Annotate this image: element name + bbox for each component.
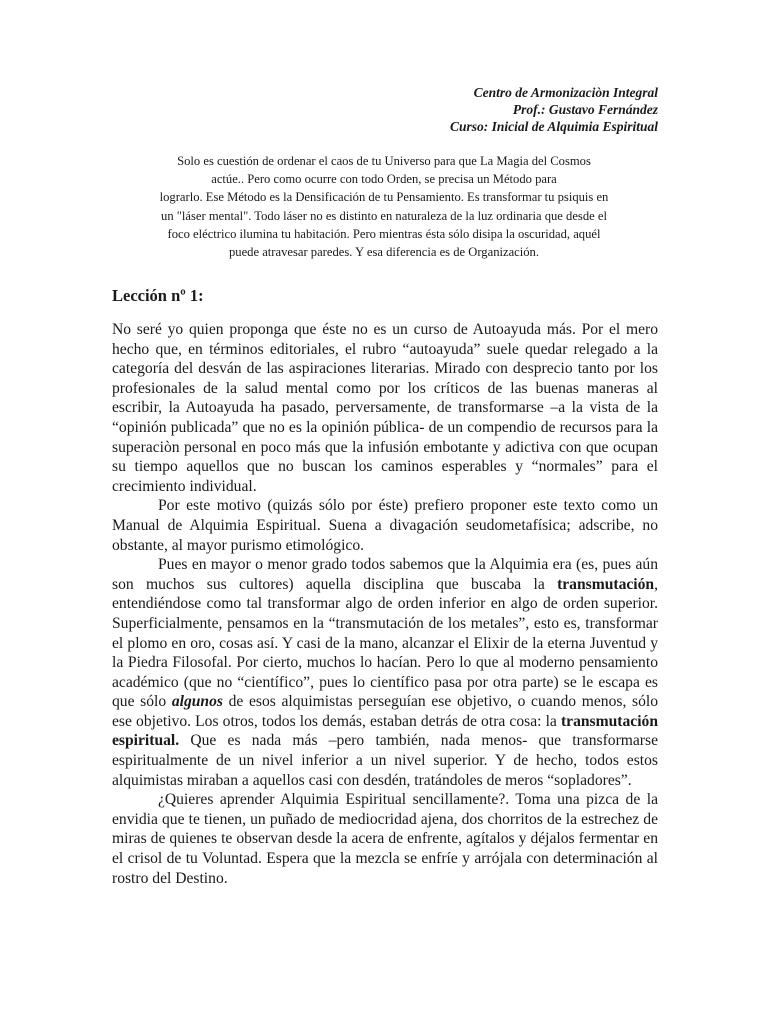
document-header bbox=[450, 84, 658, 135]
intro-line: actúe.. Pero como ocurre con todo Orden, se precisa un Método para bbox=[211, 172, 557, 187]
intro-line: puede atravesar paredes. Y esa diferencia es de Organización. bbox=[228, 245, 540, 260]
body-text-segment: Pues en mayor o menor grado todos sabemos que la Alquimia era (es, pues aún son muchos sus cultores) aquella disciplina que buscaba la bbox=[112, 556, 658, 593]
lesson-title: Lección nº 1: bbox=[112, 286, 204, 305]
bold-term-transmutacion-espiritual: transmutación espiritual. bbox=[112, 712, 658, 750]
institution-name: Centro de Armonizaciòn Integral bbox=[473, 85, 658, 100]
professor-name: Prof.: Gustavo Fernández bbox=[512, 102, 658, 117]
intro-paragraph bbox=[112, 152, 656, 261]
bold-italic-term-algunos: algunos bbox=[171, 693, 223, 711]
body-text-segment: Que es nada más –pero también, nada menos- que transformarse espiritualmente de un nivel inferior a un nivel superior. Y de hecho, todos estos alquimistas miraban a aquellos casi con desdén, tratándoles de meros “sopladores”. bbox=[112, 732, 658, 789]
body-text-segment: de esos alquimistas perseguían ese objetivo, o cuando menos, sólo ese objetivo. Los otros, todos los demás, estaban detrás de otra cosa: la bbox=[112, 693, 659, 730]
body-paragraph-4: ¿Quieres aprender Alquimia Espiritual sencillamente?. Toma una pizca de la envidia que te tienen, un puñado de mediocridad ajena, dos chorritos de la estrechez de miras de quienes te observan desde la acera de enfrente, agítalos y déjalos fermentar en el crisol de tu Voluntad. Espera que la mezcla se enfríe y arrójala con determinación al rostro del Destino. bbox=[112, 791, 658, 887]
course-name: Curso: Inicial de Alquimia Espiritual bbox=[449, 119, 658, 134]
body-text-segment: , entendiéndose como tal transformar algo de orden inferior en algo de orden superior. Superficialmente, pensamos en la “transmutación de los metales”, esto es, transformar el plomo en oro, cosas así. Y casi de la mano, alcanzar el Elixir de la eterna Juventud y la Piedra Filosofal. Por cierto, muchos lo hacían. Pero lo que al moderno pensamiento académico (que no “científico”, pues lo científico pasa por otra parte) se le escapa es que sólo bbox=[112, 575, 658, 711]
intro-line: lograrlo. Ese Método es la Densificación de tu Pensamiento. Es transformar tu psiquis en bbox=[159, 190, 609, 205]
intro-line: foco eléctrico ilumina tu habitación. Pero mientras ésta sólo disipa la oscuridad, aquél bbox=[167, 226, 601, 241]
intro-line: un "láser mental". Todo láser no es distinto en naturaleza de la luz ordinaria que desde el bbox=[161, 208, 607, 223]
bold-term-transmutacion: transmutación bbox=[557, 575, 655, 593]
lesson-body bbox=[112, 320, 658, 888]
body-paragraph-2: Por este motivo (quizás sólo por éste) prefiero proponer este texto como un Manual de Alquimia Espiritual. Suena a divagación seudometafísica; adscribe, no obstante, al mayor purismo etimológico. bbox=[112, 497, 658, 554]
intro-line: Solo es cuestión de ordenar el caos de tu Universo para que La Magia del Cosmos bbox=[177, 154, 591, 168]
body-paragraph-1: No seré yo quien proponga que éste no es un curso de Autoayuda más. Por el mero hecho que, en términos editoriales, el rubro “autoayuda” suele quedar relegado a la categoría del desván de las aspiraciones literarias. Mirado con desprecio tanto por los profesionales de la salud mental como por los críticos de las buenas maneras al escribir, la Autoayuda ha pasado, perversamente, de transformarse –a la vista de la “opinión publicada” que no es la opinión pública- de un compendio de recursos para la superaciòn personal en poco más que la infusión embotante y adictiva con que ocupan su tiempo aquellos que no buscan los caminos esperables y “normales” para el crecimiento individual. bbox=[112, 321, 658, 495]
body-paragraph-3 bbox=[112, 555, 658, 790]
